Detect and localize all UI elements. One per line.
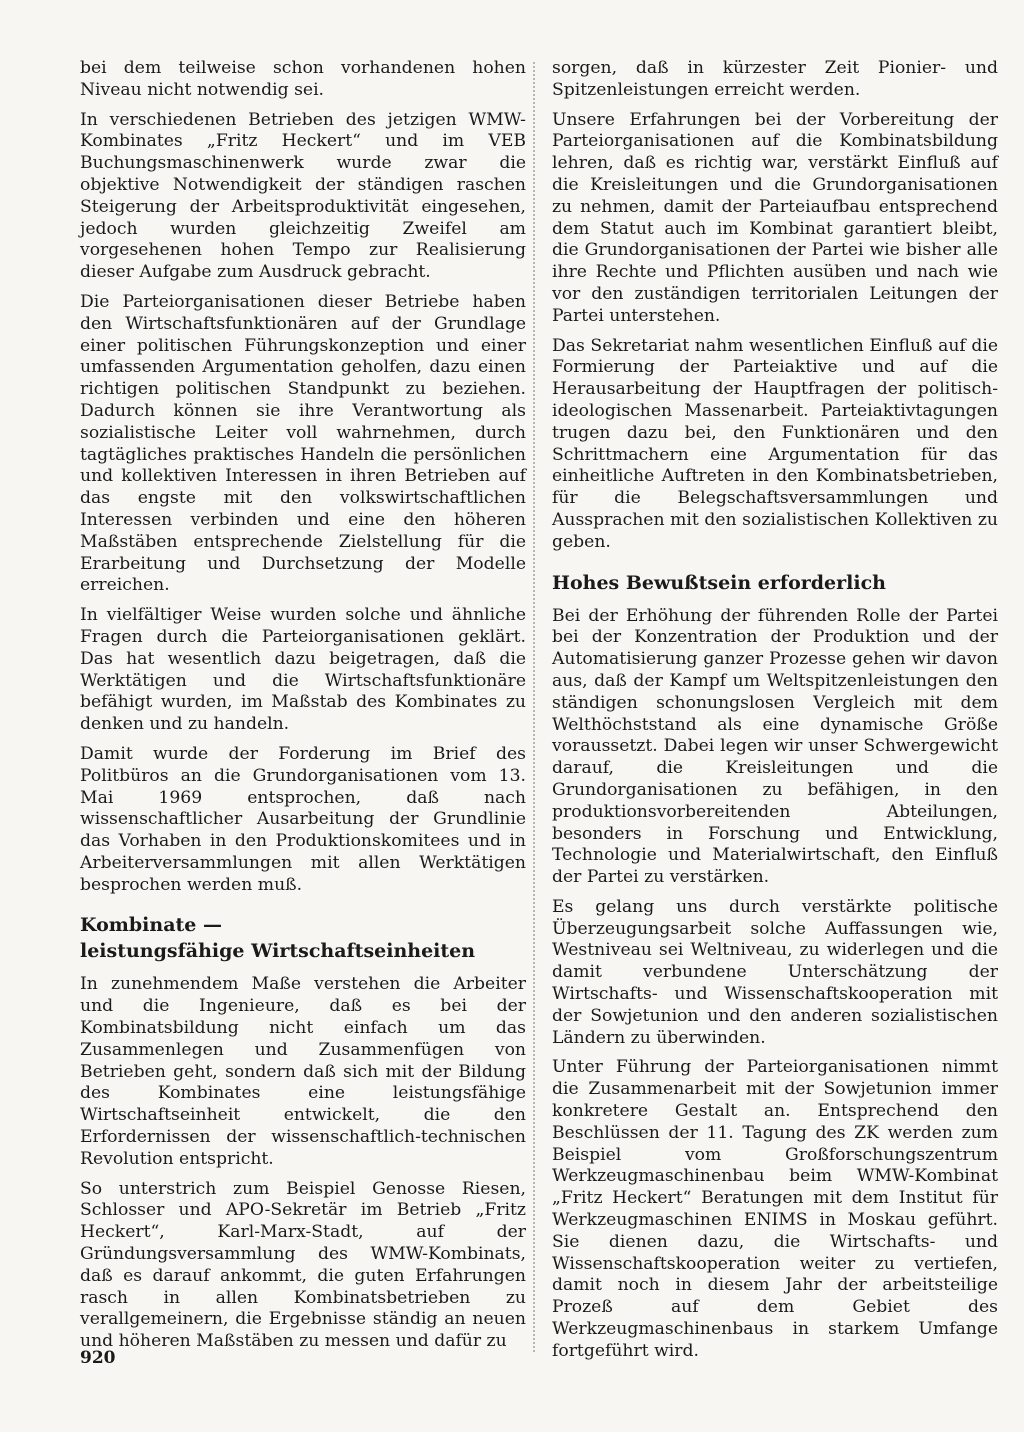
paragraph: In zunehmendem Maße verstehen die Arbeiter und die Ingenieure, daß es bei der Kombinatsbildung nicht einfach um das Zusammenlegen und Zusammenfügen von Betrieben geht, sondern daß sich mit der Bildung des Kombinates eine leistungsfähige Wirtschaftseinheit entwickelt, die den Erfordernissen der wissenschaftlich-technischen Revolution entspricht. (80, 974, 526, 1169)
heading-line: Kombinate — (80, 914, 222, 937)
paragraph: Es gelang uns durch verstärkte politische Überzeugungsarbeit solche Auffassungen wie, Westniveau sei Weltniveau, zu widerlegen und die damit verbundene Unterschätzung der Wirtschafts- und Wissenschaftskooperation mit der Sowjetunion und den anderen sozialistischen Ländern zu überwinden. (552, 896, 998, 1048)
right-column (552, 58, 998, 1371)
paragraph: Damit wurde der Forderung im Brief des Politbüros an die Grundorganisationen vom 13. Mai 1969 entsprochen, daß nach wissenschaftlicher Ausarbeitung der Grundlinie das Vorhaben in den Produktionskomitees und in Arbeiterversammlungen mit allen Werktätigen besprochen werden muß. (80, 743, 526, 895)
paragraph: Unter Führung der Parteiorganisationen nimmt die Zusammenarbeit mit der Sowjetunion immer konkretere Gestalt an. Entsprechend den Beschlüssen der 11. Tagung des ZK werden zum Beispiel vom Großforschungszentrum Werkzeugmaschinenbau beim WMW-Kombinat „Fritz Heckert“ Beratungen mit dem Institut für Werkzeugmaschinen ENIMS in Moskau geführt. Sie dienen dazu, die Wirtschafts- und Wissenschaftskooperation weiter zu vertiefen, damit noch in diesem Jahr der arbeitsteilige Prozeß auf dem Gebiet des Werkzeugmaschinenbaus in starkem Umfange fortgeführt wird. (552, 1057, 998, 1361)
heading-line: leistungsfähige Wirtschaftseinheiten (80, 940, 476, 963)
section-heading-bewusstsein: Hohes Bewußtsein erforderlich (552, 571, 886, 594)
paragraph: Unsere Erfahrungen bei der Vorbereitung der Parteiorganisationen auf die Kombinatsbildung lehren, daß es richtig war, verstärkt Einfluß auf die Kreisleitungen und die Grundorganisationen zu nehmen, damit der Parteiaufbau entsprechend dem Statut auch im Kombinat garantiert bleibt, die Grundorganisationen der Partei wie bisher alle ihre Rechte und Pflichten ausüben und nach wie vor den zuständigen territorialen Leitungen der Partei unterstehen. (552, 109, 998, 326)
paragraph: Bei der Erhöhung der führenden Rolle der Partei bei der Konzentration der Produktion und der Automatisierung ganzer Prozesse gehen wir davon aus, daß der Kampf um Weltspitzenleistungen den ständigen schonungslosen Vergleich mit dem Welthöchststand als eine dynamische Größe voraussetzt. Dabei legen wir unser Schwergewicht darauf, die Kreisleitungen und die Grundorganisationen zu befähigen, in den produktionsvorbereitenden Abteilungen, besonders in Forschung und Entwicklung, Technologie und Materialwirtschaft, den Einfluß der Partei zu verstärken. (552, 605, 998, 888)
paragraph: In vielfältiger Weise wurden solche und ähnliche Fragen durch die Parteiorganisationen geklärt. Das hat wesentlich dazu beigetragen, daß die Werktätigen und die Wirtschaftsfunktionäre befähigt wurden, im Maßstab des Kombinates zu denken und zu handeln. (80, 605, 526, 735)
paragraph: bei dem teilweise schon vorhandenen hohen Niveau nicht notwendig sei. (80, 58, 526, 100)
paragraph: Die Parteiorganisationen dieser Betriebe haben den Wirtschaftsfunktionären auf der Grundlage einer politischen Führungskonzeption und einer umfassenden Argumentation geholfen, dazu einen richtigen politischen Standpunkt zu beziehen. Dadurch können sie ihre Verantwortung als sozialistische Leiter voll wahrnehmen, durch tagtägliches praktisches Handeln die persönlichen und kollektiven Interessen in ihren Betrieben auf das engste mit den volkswirtschaftlichen Interessen verbinden und eine den höheren Maßstäben entsprechende Zielstellung für die Erarbeitung und Durchsetzung der Modelle erreichen. (80, 291, 526, 596)
left-column (80, 58, 526, 1361)
paragraph: In verschiedenen Betrieben des jetzigen WMW-Kombinates „Fritz Heckert“ und im VEB Buchungsmaschinenwerk wurde zwar die objektive Notwendigkeit der ständigen raschen Steigerung der Arbeitsproduktivität eingesehen, jedoch wurden gleichzeitig Zweifel am vorgesehenen hohen Tempo zur Realisierung dieser Aufgabe zum Ausdruck gebracht. (80, 109, 526, 283)
column-divider (533, 62, 535, 1352)
paragraph: Das Sekretariat nahm wesentlichen Einfluß auf die Formierung der Parteiaktive und auf die Herausarbeitung der Hauptfragen der politisch-ideologischen Massenarbeit. Parteiaktivtagungen trugen dazu bei, den Funktionären und den Schrittmachern eine Argumentation für das einheitliche Auftreten in den Kombinatsbetrieben, für die Belegschaftsversammlungen und Aussprachen mit den sozialistischen Kollektiven zu geben. (552, 335, 998, 552)
section-heading-kombinate (80, 912, 526, 964)
paragraph: So unterstrich zum Beispiel Genosse Riesen, Schlosser und APO-Sekretär im Betrieb „Fritz Heckert“, Karl-Marx-Stadt, auf der Gründungsversammlung des WMW-Kombinats, daß es darauf ankommt, die guten Erfahrungen rasch in allen Kombinatsbetrieben zu verallgemeinern, die Ergebnisse ständig an neuen und höheren Maßstäben zu messen und dafür zu (80, 1178, 526, 1352)
paragraph: sorgen, daß in kürzester Zeit Pionier- und Spitzenleistungen erreicht werden. (552, 58, 998, 100)
page-number: 920 (80, 1348, 116, 1368)
